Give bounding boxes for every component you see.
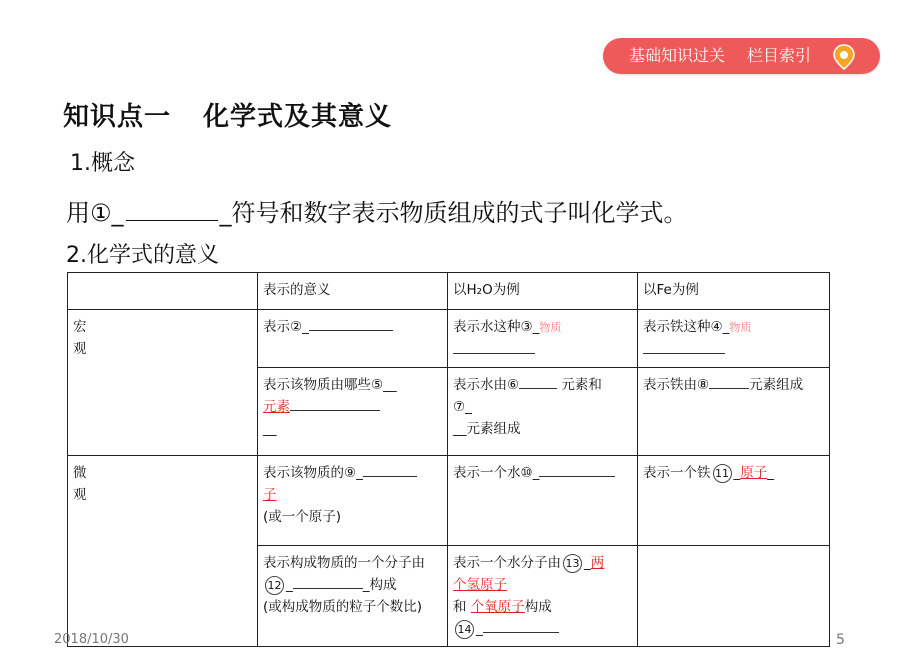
blank-10[interactable]	[539, 462, 615, 477]
table-row	[68, 310, 830, 368]
table-cell: 表示该物质的⑨_ 子 (或一个原子)	[258, 456, 448, 546]
blank-2[interactable]	[309, 316, 393, 331]
concept-sentence: 用①_ _符号和数字表示物质组成的式子叫化学式。	[66, 199, 688, 227]
table-cell	[638, 546, 830, 647]
table-cell: 表示该物质由哪些⑤__ 元素 __	[258, 368, 448, 456]
header-cell	[68, 273, 258, 310]
basic-knowledge-button[interactable]: 基础知识过关	[629, 46, 726, 65]
section-index-button[interactable]: 栏目索引	[747, 46, 812, 65]
blank-5[interactable]	[290, 396, 380, 411]
blank-12[interactable]	[293, 574, 363, 589]
table-cell: 表示构成物质的一个分子由 12 _ _构成 (或构成物质的粒子个数比)	[258, 546, 448, 647]
table-cell: 表示铁由⑧ 元素组成	[638, 368, 830, 456]
table-cell: 表示一个水⑩_	[448, 456, 638, 546]
meaning-table	[67, 272, 830, 647]
blank-9[interactable]	[363, 462, 417, 477]
micro-label: 微 观	[68, 456, 258, 647]
page-title	[63, 96, 392, 133]
header-cell: 以Fe为例	[638, 273, 830, 310]
table-cell: 表示铁这种④_物质	[638, 310, 830, 368]
knowledge-point-label: 知识点一	[63, 102, 172, 132]
header-cell: 表示的意义	[258, 273, 448, 310]
blank-1[interactable]	[126, 204, 218, 221]
table-cell: 表示②_	[258, 310, 448, 368]
table-header-row	[68, 273, 830, 310]
table-row	[68, 456, 830, 546]
blank-3[interactable]	[453, 339, 535, 354]
topic-title: 化学式及其意义	[203, 102, 393, 132]
table-cell: 表示水由⑥ 元素和 ⑦_ __元素组成	[448, 368, 638, 456]
blank-6[interactable]	[519, 374, 557, 389]
table-cell: 表示水这种③_物质	[448, 310, 638, 368]
footer-date: 2018/10/30	[54, 632, 129, 647]
table-cell: 表示一个水分子由 13 _两 个氢原子 和 个氧原子构成 14 _	[448, 546, 638, 647]
blank-4[interactable]	[643, 339, 725, 354]
page-number: 5	[836, 632, 845, 648]
section-nav-pill	[603, 38, 880, 74]
meaning-heading: 2.化学式的意义	[66, 243, 219, 268]
macro-label: 宏 观	[68, 310, 258, 456]
blank-8[interactable]	[709, 374, 749, 389]
concept-heading: 1.概念	[70, 151, 135, 176]
header-cell: 以H₂O为例	[448, 273, 638, 310]
blank-14[interactable]	[483, 618, 559, 633]
table-cell: 表示一个铁 11 _原子_	[638, 456, 830, 546]
location-pin-icon	[832, 44, 856, 70]
